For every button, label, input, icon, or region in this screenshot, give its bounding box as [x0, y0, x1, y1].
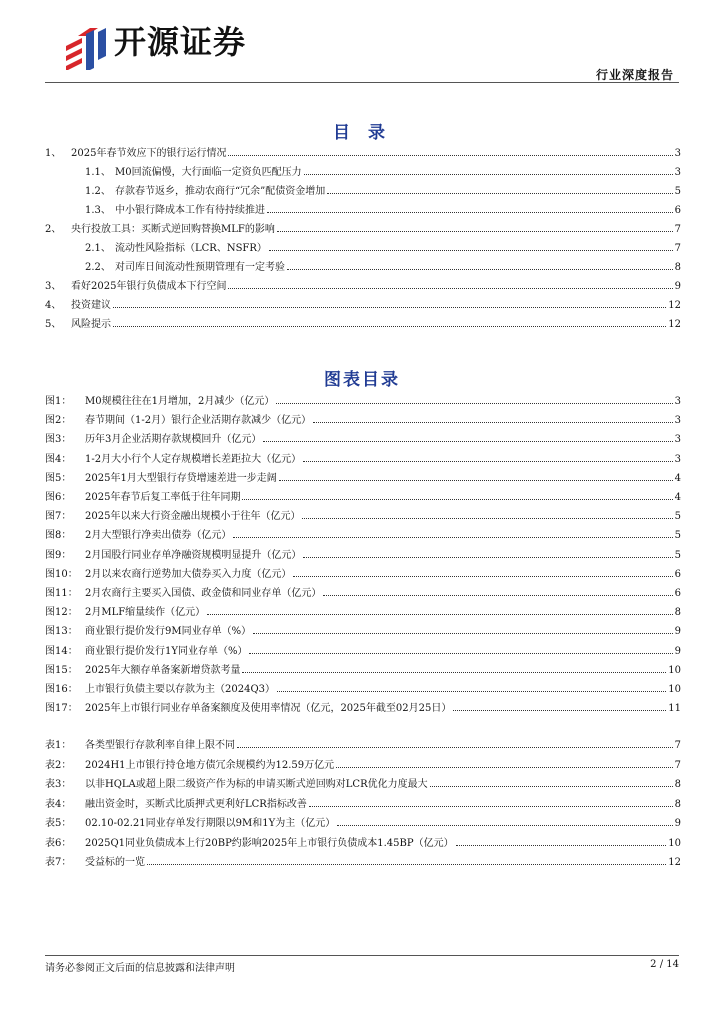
table-entry[interactable]: [45, 797, 681, 813]
table-entry[interactable]: [45, 855, 681, 871]
figure-entry-text: 2月农商行主要买入国债、政金债和同业存单（亿元）: [85, 588, 322, 599]
table-entry-number: 表3：: [45, 779, 72, 790]
figure-entry-number: 图10：: [45, 568, 78, 580]
dot-leader: [327, 193, 672, 194]
dot-leader: [228, 288, 672, 289]
table-entry[interactable]: [45, 836, 681, 852]
toc-entry[interactable]: [45, 241, 681, 257]
figure-entry[interactable]: [45, 548, 681, 564]
toc-entry-number: 1.2、: [85, 186, 111, 197]
dot-leader: [276, 403, 672, 404]
toc-entry[interactable]: [45, 222, 681, 238]
figure-entry-number: 图13：: [45, 626, 78, 638]
figure-entry[interactable]: [45, 452, 681, 468]
figure-entry-number: 图16：: [45, 684, 78, 695]
table-entry-page: 8: [674, 779, 681, 790]
dot-leader: [277, 691, 666, 692]
toc-entry-number: 2、: [45, 224, 62, 235]
toc-entry-number: 4、: [45, 300, 62, 311]
figure-entry-number: 图9：: [45, 549, 72, 561]
toc-entry-page: 3: [674, 148, 681, 159]
toc-entry-text: 央行投放工具：买断式逆回购替换MLF的影响: [71, 224, 275, 235]
figure-entry-page: 3: [674, 396, 681, 407]
toc-entry-number: 1.3、: [85, 205, 111, 216]
toc-entry-number: 2.2、: [85, 262, 111, 273]
figure-entry[interactable]: [45, 490, 681, 506]
figure-entry-page: 3: [674, 434, 681, 446]
table-entry-text: 2024H1上市银行持仓地方债冗余规模约为12.59万亿元: [85, 759, 335, 771]
table-entry-page: 8: [674, 798, 681, 810]
table-entry[interactable]: [45, 758, 681, 774]
figure-entry-number: 图15：: [45, 664, 78, 676]
figure-entry-text: 1-2月大小行个人定存规模增长差距拉大（亿元）: [85, 453, 302, 465]
figure-entry-number: 图4：: [45, 453, 72, 465]
figure-entry-text: M0规模往往在1月增加，2月减少（亿元）: [85, 396, 275, 407]
dot-leader: [263, 441, 672, 442]
figure-entry[interactable]: [45, 413, 681, 429]
table-entry[interactable]: [45, 777, 681, 793]
figure-entry-page: 11: [668, 703, 681, 715]
toc-title: 目 录: [333, 123, 391, 143]
figure-entry[interactable]: [45, 528, 681, 544]
dot-leader: [237, 747, 673, 748]
toc-entry-page: 9: [674, 281, 681, 292]
toc-entry[interactable]: [45, 279, 681, 295]
dot-leader: [267, 212, 673, 213]
figure-entry-text: 历年3月企业活期存款规模回升（亿元）: [85, 434, 262, 446]
dot-leader: [233, 537, 672, 538]
toc-entry-page: 12: [668, 300, 681, 311]
figure-entry-text: 2月国股行同业存单净融资规模明显提升（亿元）: [85, 549, 302, 561]
dot-leader: [323, 595, 672, 596]
figure-entry-page: 4: [674, 492, 681, 503]
table-entry-number: 表2：: [45, 759, 72, 771]
toc-entry-page: 3: [674, 167, 681, 178]
toc-entry-text: 风险提示: [71, 319, 111, 330]
table-entry-text: 2025Q1同业负债成本上行20BP约影响2025年上市银行负债成本1.45BP（亿元）: [85, 837, 454, 849]
table-entry-page: 12: [668, 857, 681, 868]
disclaimer-text: 请务必参阅正文后面的信息披露和法律声明: [45, 963, 235, 974]
report-type-label: 行业深度报告: [595, 68, 674, 82]
figure-entry-text: 2月MLF缩量续作（亿元）: [85, 607, 206, 619]
figure-entry-text: 2月大型银行净卖出债券（亿元）: [85, 530, 232, 542]
table-entry[interactable]: [45, 738, 681, 754]
table-entry-text: 各类型银行存款利率自律上限不同: [85, 740, 235, 751]
toc-entry-number: 5、: [45, 319, 62, 330]
table-entry-page: 7: [674, 759, 681, 771]
dot-leader: [287, 269, 673, 270]
dot-leader: [303, 557, 672, 558]
figure-entry-number: 图17：: [45, 703, 78, 715]
table-entry-number: 表4：: [45, 798, 72, 810]
figure-entry-text: 2025年以来大行资金融出规模小于往年（亿元）: [85, 511, 301, 523]
figure-entry-page: 9: [674, 626, 681, 638]
figure-entry-text: 2025年大额存单备案新增贷款考量: [85, 664, 241, 676]
page-header: [0, 0, 724, 86]
dot-leader: [336, 767, 672, 768]
figure-entry-number: 图12：: [45, 607, 78, 619]
toc-entry-page: 12: [668, 319, 681, 330]
table-entry-text: 融出资金时，买断式比质押式更利好LCR指标改善: [85, 798, 307, 810]
dot-leader: [304, 174, 673, 175]
figure-entry-text: 春节期间（1-2月）银行企业活期存款减少（亿元）: [85, 415, 312, 427]
dot-leader: [249, 653, 672, 654]
toc-entry-text: 对司库日间流动性预期管理有一定考验: [115, 262, 285, 273]
figure-entry-number: 图14：: [45, 645, 78, 657]
figure-entry-number: 图6：: [45, 492, 72, 503]
figure-entry-page: 4: [674, 472, 681, 484]
figure-entry[interactable]: [45, 432, 681, 448]
table-entry-number: 表5：: [45, 818, 72, 829]
toc-entry-number: 1、: [45, 148, 62, 159]
toc-entry[interactable]: [45, 184, 681, 200]
dot-leader: [113, 326, 666, 327]
dot-leader: [303, 461, 673, 462]
dot-leader: [453, 710, 666, 711]
table-entry-page: 7: [674, 740, 681, 751]
dot-leader: [313, 422, 673, 423]
toc-entry[interactable]: [45, 165, 681, 181]
dot-leader: [207, 614, 672, 615]
figure-entry[interactable]: [45, 682, 681, 698]
dot-leader: [309, 806, 673, 807]
figure-entry-text: 2025年1月大型银行存贷增速差进一步走阔: [85, 472, 277, 484]
brand-name: 开源证券: [114, 23, 247, 61]
toc-entry[interactable]: [45, 298, 681, 314]
figure-entry[interactable]: [45, 605, 681, 621]
figure-entry-text: 上市银行负债主要以存款为主（2024Q3）: [85, 684, 276, 695]
dot-leader: [253, 633, 673, 634]
dot-leader: [456, 845, 667, 846]
figure-entry-number: 图11：: [45, 588, 78, 599]
figure-entry-page: 10: [668, 684, 681, 695]
figure-entry-page: 8: [674, 607, 681, 619]
dot-leader: [337, 825, 672, 826]
toc-entry-text: M0回流偏慢，大行面临一定资负匹配压力: [115, 167, 302, 178]
table-entry-page: 9: [674, 818, 681, 829]
table-entry-text: 02.10-02.21同业存单发行期限以9M和1Y为主（亿元）: [85, 818, 336, 829]
toc-entry-text: 投资建议: [71, 300, 111, 311]
toc-entry-number: 1.1、: [85, 167, 111, 178]
figure-entry-text: 商业银行提价发行9M同业存单（%）: [85, 626, 252, 638]
dot-leader: [277, 231, 673, 232]
toc-entry-page: 7: [674, 243, 681, 254]
figure-entry[interactable]: [45, 586, 681, 602]
table-entry[interactable]: [45, 816, 681, 832]
figure-entry-text: 2月以来农商行逆势加大债券买入力度（亿元）: [85, 568, 292, 580]
figure-entry-number: 图7：: [45, 511, 72, 523]
figures-title: 图表目录: [324, 370, 400, 390]
toc-entry[interactable]: [45, 203, 681, 219]
footer-divider: [45, 955, 679, 956]
dot-leader: [242, 499, 672, 500]
toc-entry-page: 5: [674, 186, 681, 197]
dot-leader: [293, 576, 672, 577]
page-number: 2 / 14: [650, 959, 679, 970]
table-entry-text: 以非HQLA或超上限二级资产作为标的申请买断式逆回购对LCR优化力度最大: [85, 779, 428, 790]
figure-entry[interactable]: [45, 624, 681, 640]
figure-entry[interactable]: [45, 394, 681, 410]
figure-entry-text: 2025年上市银行同业存单备案额度及使用率情况（亿元，2025年截至02月25日）: [85, 703, 452, 715]
figure-entry-page: 5: [674, 549, 681, 561]
figure-entry-page: 5: [674, 530, 681, 542]
toc-entry[interactable]: [45, 146, 681, 162]
figure-entry-page: 10: [668, 664, 681, 676]
figure-entry-number: 图3：: [45, 434, 72, 446]
figure-entry-text: 2025年春节后复工率低于往年同期: [85, 492, 241, 503]
dot-leader: [302, 518, 672, 519]
header-divider: [45, 82, 679, 83]
figure-entry-page: 6: [674, 568, 681, 580]
table-entry-number: 表7：: [45, 857, 72, 868]
table-entry-number: 表6：: [45, 837, 72, 849]
figure-entry[interactable]: [45, 567, 681, 583]
table-entry-text: 受益标的一览: [85, 857, 145, 868]
dot-leader: [430, 786, 673, 787]
figure-entry[interactable]: [45, 644, 681, 660]
toc-entry-page: 7: [674, 224, 681, 235]
dot-leader: [242, 672, 666, 673]
toc-entry-text: 2025年春节效应下的银行运行情况: [71, 148, 227, 159]
figure-entry-page: 9: [674, 645, 681, 657]
dot-leader: [279, 480, 673, 481]
figure-entry-page: 6: [674, 588, 681, 599]
figure-entry-number: 图5：: [45, 472, 72, 484]
figure-entry-page: 3: [674, 415, 681, 427]
dot-leader: [113, 307, 666, 308]
figure-entry[interactable]: [45, 701, 681, 717]
figure-entry[interactable]: [45, 471, 681, 487]
toc-entry[interactable]: [45, 260, 681, 276]
figure-entry-number: 图1：: [45, 396, 72, 407]
toc-entry-text: 流动性风险指标（LCR、NSFR）: [115, 243, 267, 254]
figure-entry[interactable]: [45, 663, 681, 679]
figure-entry[interactable]: [45, 509, 681, 525]
figure-entry-page: 5: [674, 511, 681, 523]
toc-entry-text: 存款春节返乡，推动农商行“冗余”配债资金增加: [115, 186, 326, 197]
figure-entry-page: 3: [674, 453, 681, 465]
dot-leader: [147, 864, 666, 865]
dot-leader: [228, 155, 672, 156]
toc-entry-page: 8: [674, 262, 681, 273]
toc-entry-text: 中小银行降成本工作有待持续推进: [115, 205, 265, 216]
toc-entry[interactable]: [45, 317, 681, 333]
toc-entry-number: 3、: [45, 281, 62, 292]
figure-entry-text: 商业银行提价发行1Y同业存单（%）: [85, 645, 248, 657]
toc-entry-page: 6: [674, 205, 681, 216]
table-entry-page: 10: [668, 837, 681, 849]
table-entry-number: 表1：: [45, 740, 72, 751]
dot-leader: [269, 250, 673, 251]
toc-entry-text: 看好2025年银行负债成本下行空间: [71, 281, 227, 292]
toc-entry-number: 2.1、: [85, 243, 111, 254]
figure-entry-number: 图2：: [45, 415, 72, 427]
figure-entry-number: 图8：: [45, 530, 72, 542]
